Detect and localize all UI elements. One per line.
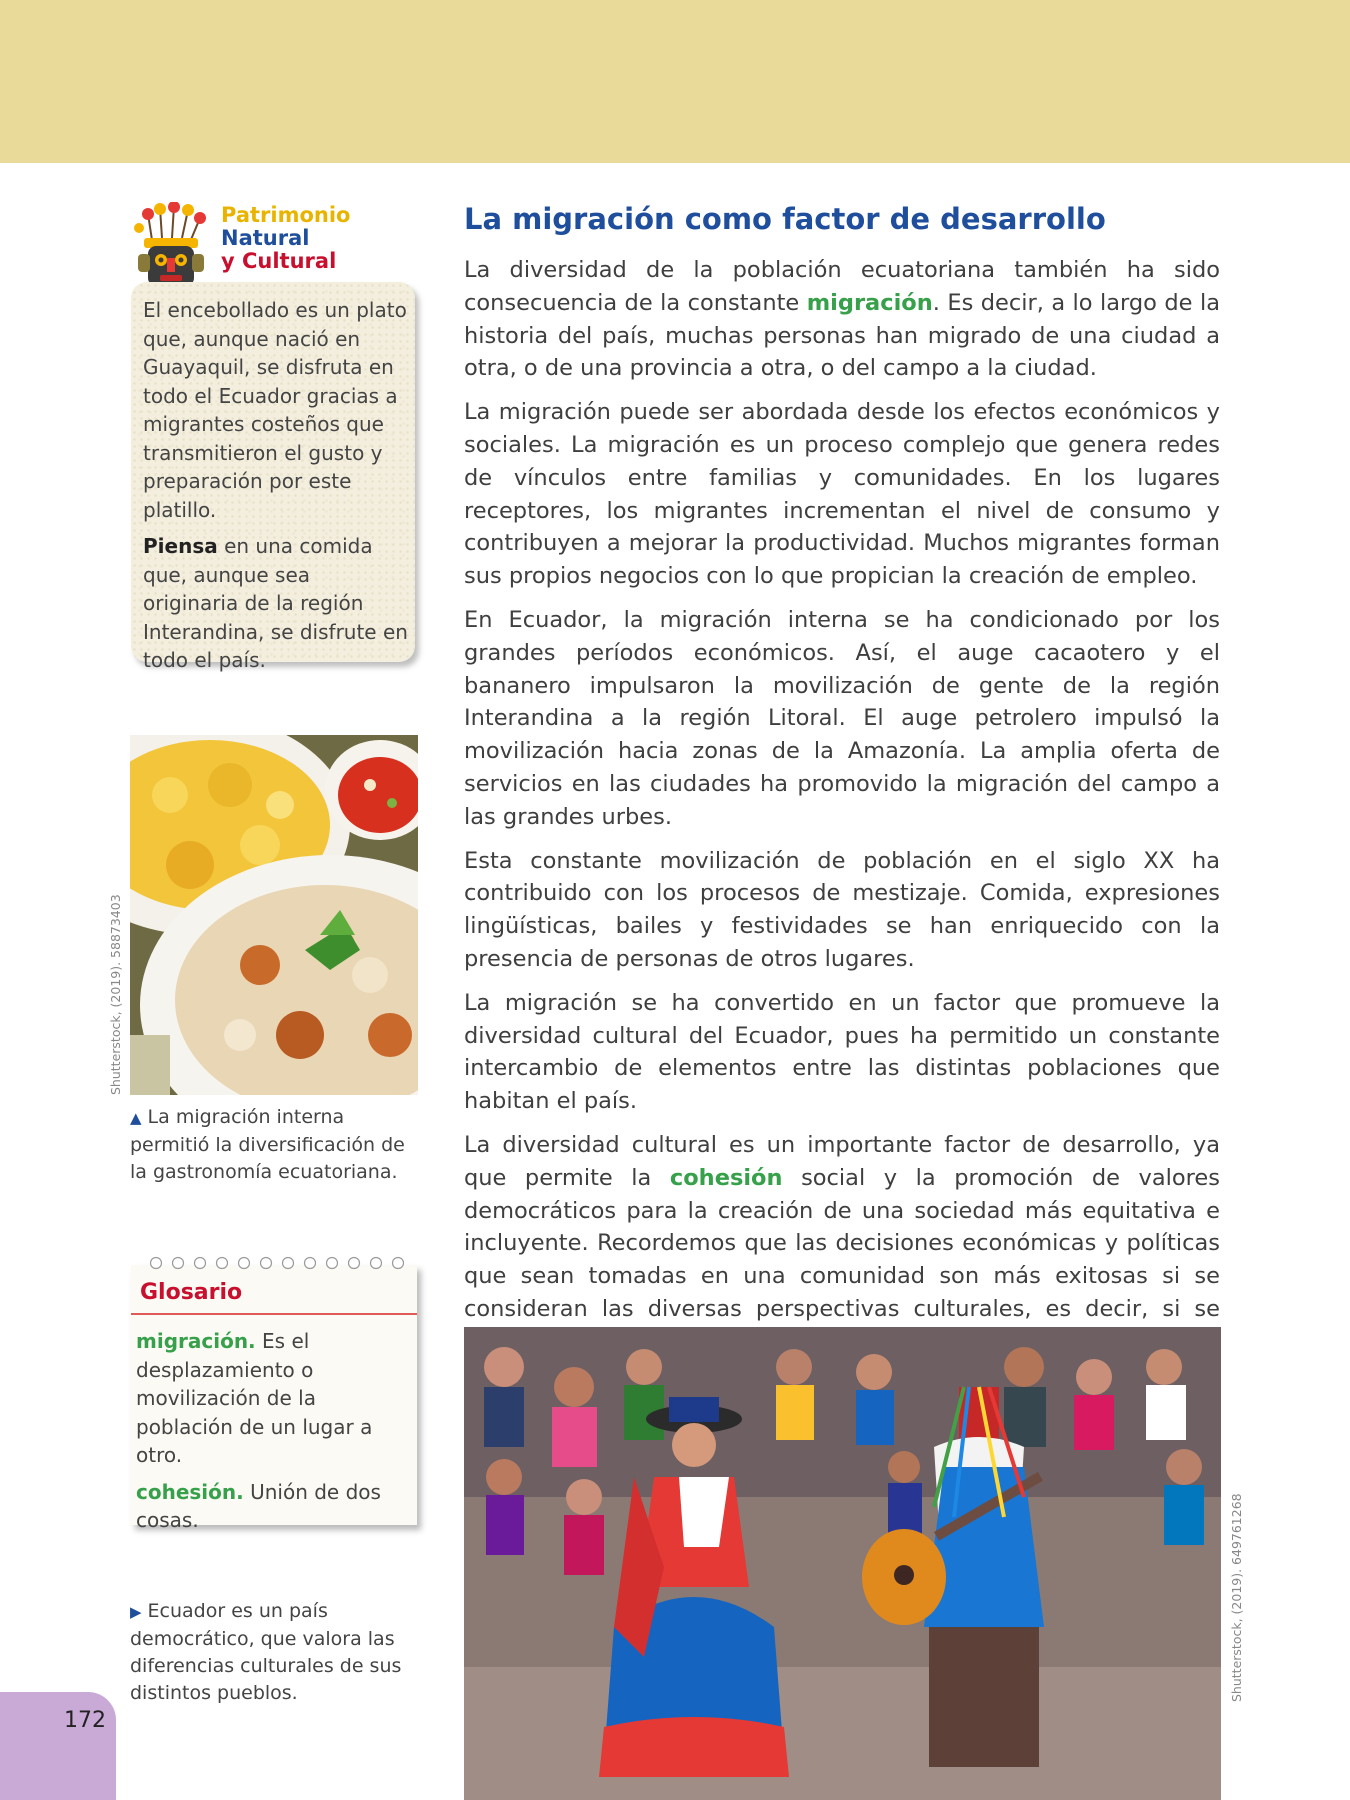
term-cohesion: cohesión <box>669 1164 783 1191</box>
glosario-definition: Unión de dos cosas. <box>136 1479 381 1532</box>
glosario-entry <box>136 1327 414 1470</box>
dance-photo-credit: Shutterstock, (2019). 649761268 <box>1229 1493 1244 1702</box>
paragraph-3: En Ecuador, la migración interna se ha condicionado por los grandes períodos económicos. Así, el auge cacaotero y el bananero impulsaron la movilización de gente de la región Interandina a la región Litoral. El auge petrolero impulsó la movilización hacia zonas de la Amazonía. La amplia oferta de servicios en las ciudades ha promovido la migración del campo a las grandes urbes. <box>464 606 1220 830</box>
food-caption <box>130 1104 425 1186</box>
food-photo <box>130 735 418 1095</box>
patrimonio-title-line1: Patrimonio <box>221 203 351 227</box>
food-photo-credit: Shutterstock, (2019). 58873403 <box>108 894 123 1095</box>
patrimonio-paragraph-2 <box>143 532 408 675</box>
dance-photo <box>464 1327 1221 1800</box>
paragraph-1 <box>464 254 1220 385</box>
header-band <box>0 0 1350 163</box>
paragraph-1-b: . Es decir, a lo largo de la historia del país, muchas personas han migrado de una ciudad a otra, o de una provincia a otra, o del campo a la ciudad. <box>464 289 1220 382</box>
triangle-right-icon: ▶ <box>130 1603 142 1621</box>
glosario-term: cohesión. <box>136 1479 244 1504</box>
patrimonio-paragraph-1: El encebollado es un plato que, aunque nació en Guayaquil, se disfruta en todo el Ecuador gracias a migrantes costeños que transmitieron el gusto y preparación por este platillo. <box>143 298 407 522</box>
main-body <box>464 254 1220 1402</box>
glosario-definition: Es el desplazamiento o movilización de la población de un lugar a otro. <box>136 1329 373 1467</box>
glosario-entries <box>136 1327 414 1543</box>
paragraph-6-b: social y la promoción de valores democráticos para la creación de una sociedad más equitativa e incluyente. Recordemos que las decisiones económicas y políticas que sean tomadas en una comunidad son más exitosas si se consideran las diversas perspectivas culturales, es decir, si se <box>464 1164 1220 1322</box>
glosario-entry <box>136 1478 414 1535</box>
page-number: 172 <box>64 1708 106 1733</box>
patrimonio-text <box>143 296 408 683</box>
paragraph-2: La migración puede ser abordada desde los efectos económicos y sociales. La migración es un proceso complejo que genera redes de vínculos entre familias y comunidades. En los lugares receptores, los migrantes incrementan el nivel de consumo y contribuyen a mejorar la productividad. Muchos migrantes forman sus propios negocios con lo que propician la creación de empleo. <box>464 399 1220 590</box>
patrimonio-title-line2: Natural <box>221 226 310 250</box>
mask-icon <box>130 202 212 294</box>
paragraph-5: La migración se ha convertido en un factor que promueve la diversidad cultural del Ecuador, pues ha permitido un constante intercambio de elementos entre las distintas poblaciones que habitan el país. <box>464 989 1220 1115</box>
glosario-title: Glosario <box>140 1280 243 1305</box>
paragraph-4: Esta constante movilización de población en el siglo XX ha contribuido con los procesos de mestizaje. Comida, expresiones lingüísticas, bailes y festividades se han enriquecido con la presencia de personas de otros lugares. <box>464 847 1220 972</box>
paragraph-1-a: La diversidad de la población ecuatoriana también ha sido consecuencia de la constante <box>464 257 1220 316</box>
dance-caption <box>130 1598 420 1707</box>
paragraph-6-a: La diversidad cultural es un importante factor de desarrollo, ya que permite la <box>464 1131 1220 1191</box>
glosario-term: migración. <box>136 1329 256 1353</box>
piensa-label: Piensa <box>143 534 218 558</box>
section-title: La migración como factor de desarrollo <box>464 202 1106 236</box>
patrimonio-title <box>221 204 350 273</box>
food-caption-text: La migración interna permitió la diversificación de la gastronomía ecuatoriana. <box>130 1106 405 1183</box>
term-migracion: migración <box>806 289 933 316</box>
dance-caption-text: Ecuador es un país democrático, que valora las diferencias culturales de sus distintos pueblos. <box>130 1600 402 1704</box>
patrimonio-paragraph-2-rest: en una comida que, aunque sea originaria de la región Interandina, se disfrute en todo el país. <box>143 534 408 672</box>
patrimonio-title-line3: y Cultural <box>221 249 337 273</box>
triangle-up-icon: ▲ <box>130 1109 142 1127</box>
spiral-rings-icon <box>148 1255 420 1271</box>
